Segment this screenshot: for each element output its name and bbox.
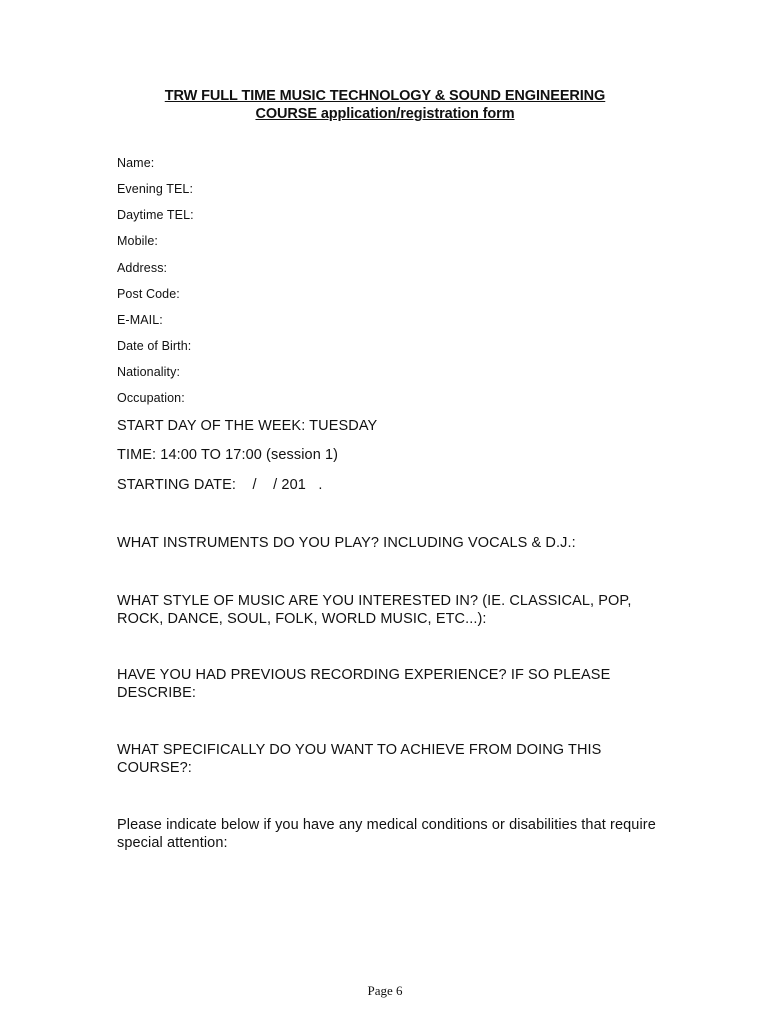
email-label: E-MAIL: bbox=[117, 313, 163, 327]
starting-date-text: STARTING DATE: / / 201 . bbox=[117, 477, 323, 493]
question-instruments: WHAT INSTRUMENTS DO YOU PLAY? INCLUDING VOCALS & D.J.: bbox=[117, 535, 576, 551]
session-time-text: TIME: 14:00 TO 17:00 (session 1) bbox=[117, 447, 339, 463]
question-recording-experience: HAVE YOU HAD PREVIOUS RECORDING EXPERIENCE? IF SO PLEASE DESCRIBE: bbox=[117, 667, 611, 701]
mobile-label: Mobile: bbox=[117, 234, 158, 248]
date-of-birth-label: Date of Birth: bbox=[117, 339, 192, 353]
address-label: Address: bbox=[117, 261, 168, 275]
question-music-style: WHAT STYLE OF MUSIC ARE YOU INTERESTED IN? (IE. CLASSICAL, POP, ROCK, DANCE, SOUL, FOLK, WORLD MUSIC, ETC...): bbox=[117, 593, 632, 627]
form-title-line-2: COURSE application/registration form bbox=[255, 106, 515, 122]
evening-tel-label: Evening TEL: bbox=[117, 182, 194, 196]
form-title-line-1: TRW FULL TIME MUSIC TECHNOLOGY & SOUND ENGINEERING bbox=[164, 88, 606, 104]
nationality-label: Nationality: bbox=[117, 365, 181, 379]
occupation-label: Occupation: bbox=[117, 391, 185, 405]
post-code-label: Post Code: bbox=[117, 287, 180, 301]
question-medical-conditions: Please indicate below if you have any medical conditions or disabilities that require special attention: bbox=[117, 817, 656, 851]
question-course-goals: WHAT SPECIFICALLY DO YOU WANT TO ACHIEVE FROM DOING THIS COURSE?: bbox=[117, 742, 602, 776]
page-number: Page 6 bbox=[367, 983, 403, 998]
daytime-tel-label: Daytime TEL: bbox=[117, 208, 194, 222]
name-label: Name: bbox=[117, 156, 155, 170]
start-day-text: START DAY OF THE WEEK: TUESDAY bbox=[117, 418, 378, 434]
